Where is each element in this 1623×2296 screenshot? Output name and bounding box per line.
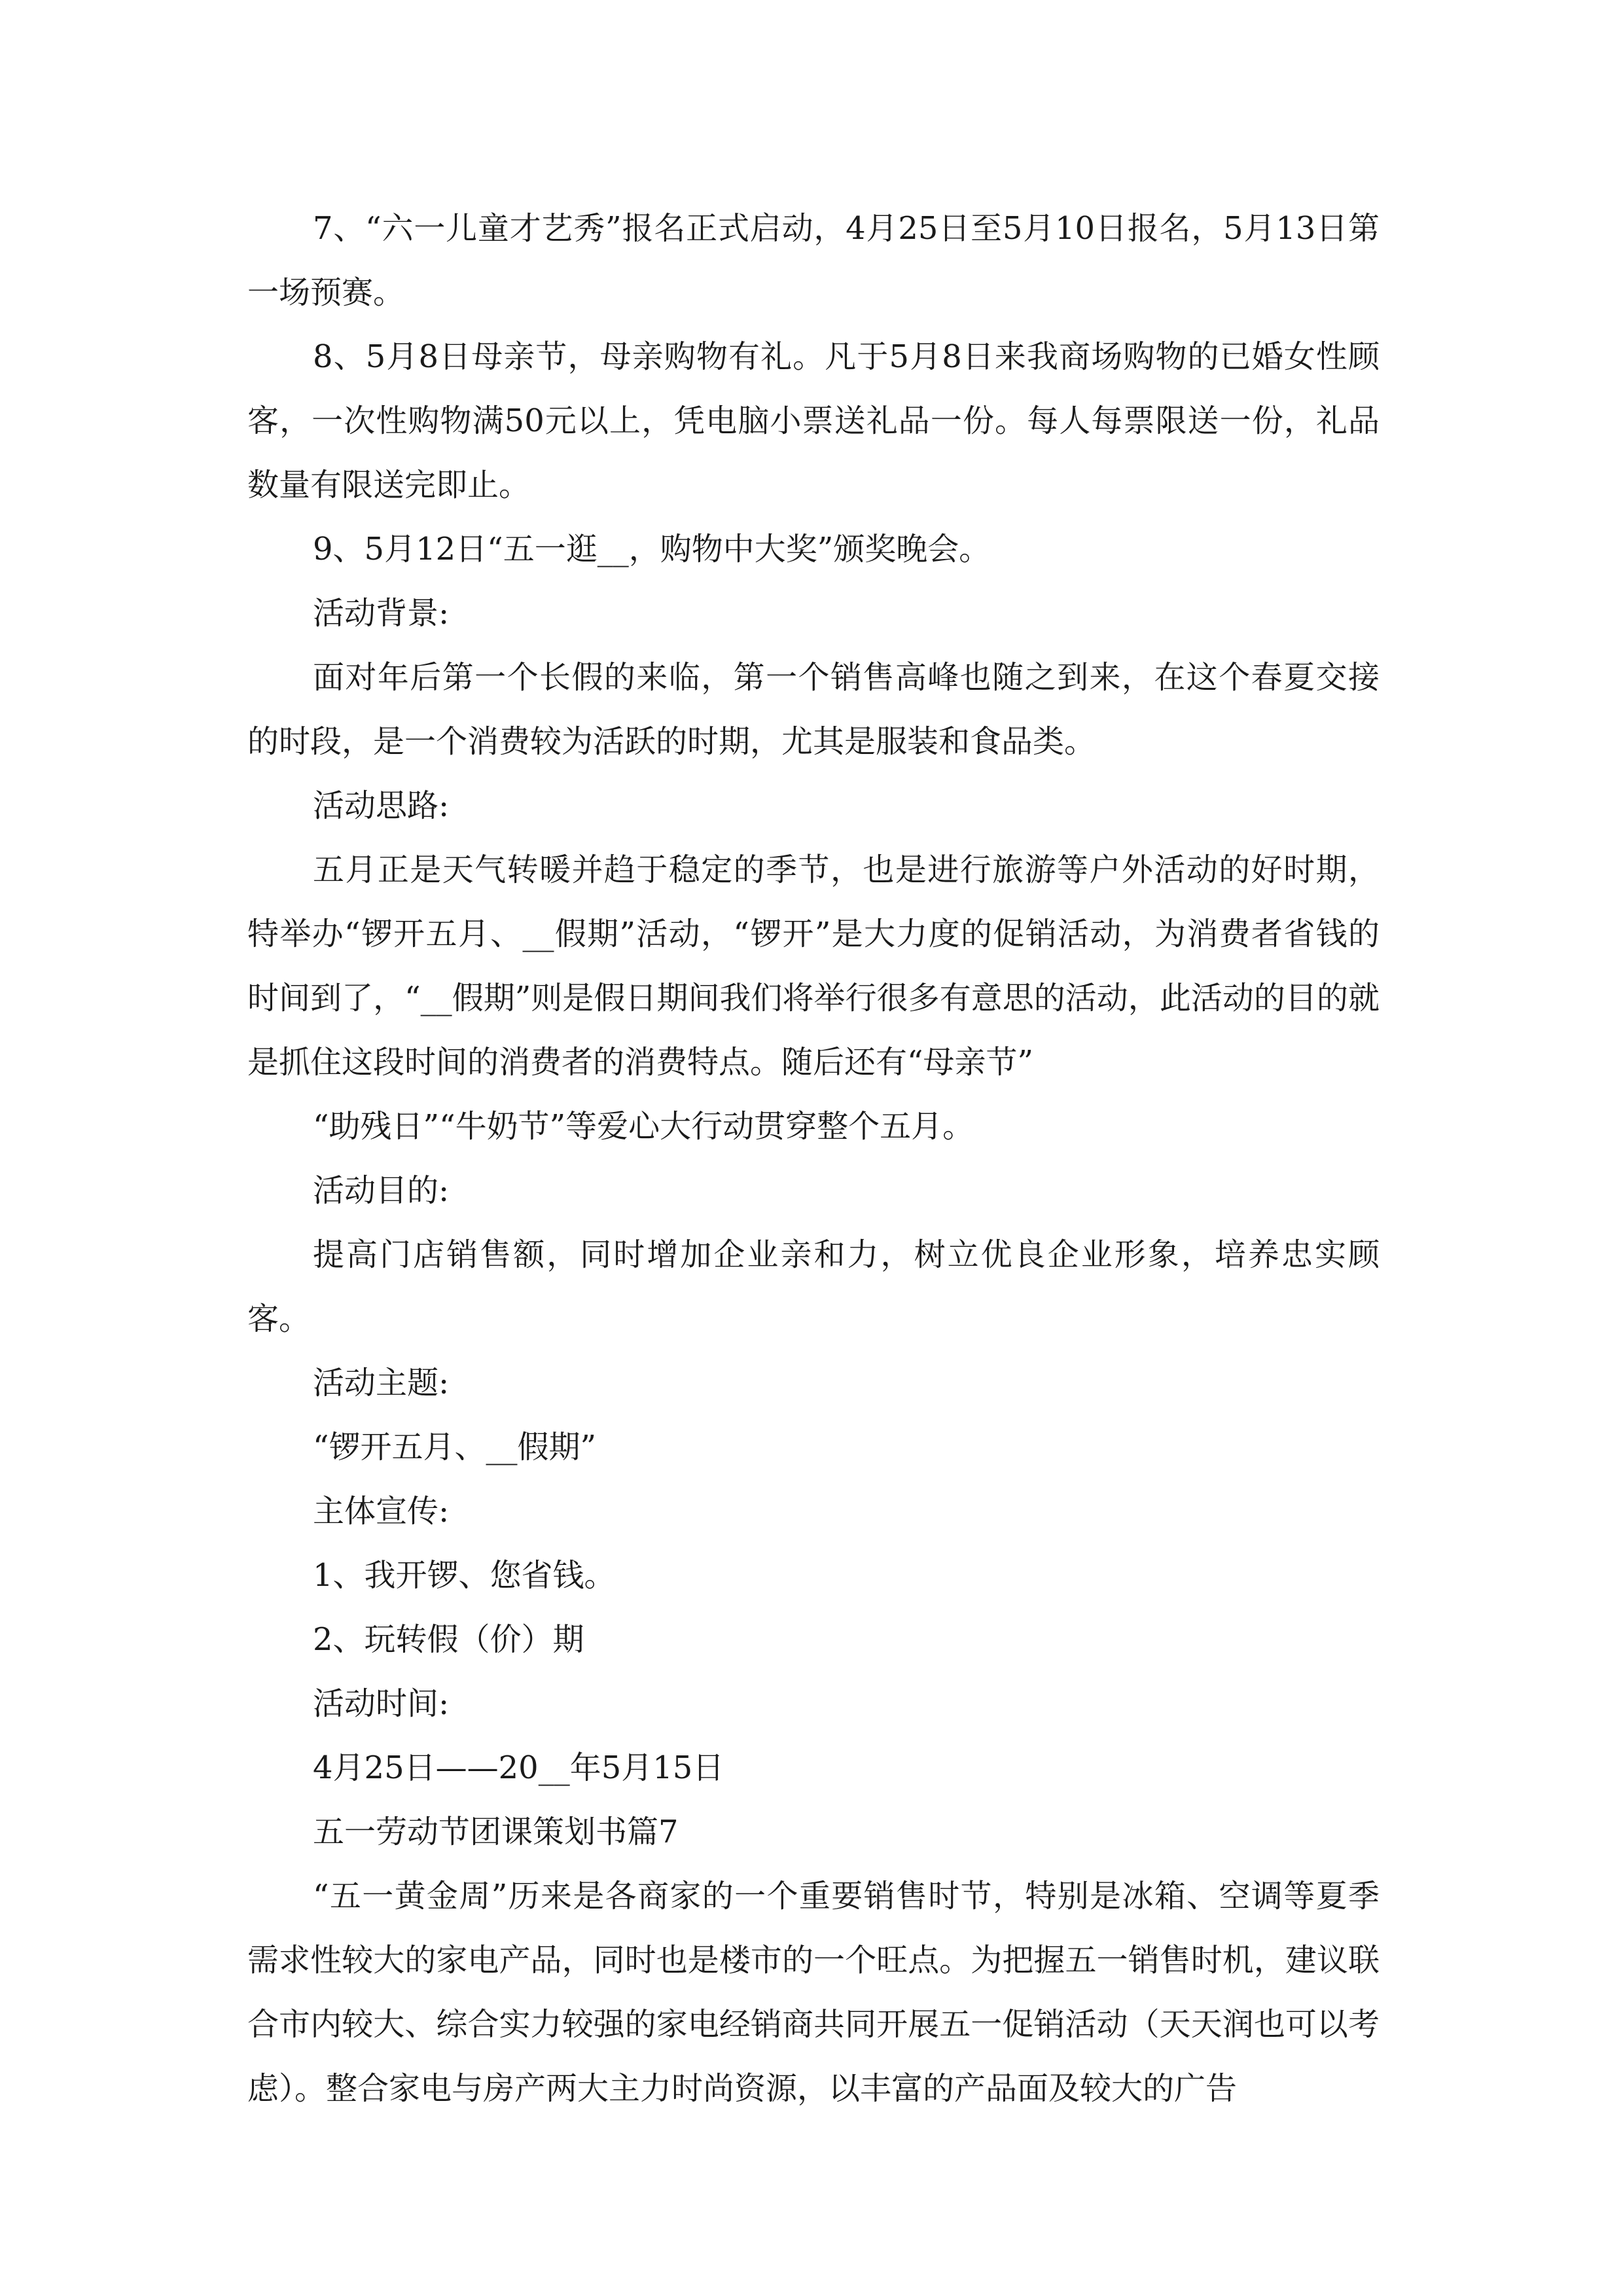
paragraph-time: 4月25日——20__年5月15日 — [313, 1749, 724, 1786]
paragraph-item-9: 9、5月12日“五一逛__，购物中大奖”颁奖晚会。 — [313, 531, 991, 567]
section-heading-background: 活动背景: — [313, 595, 450, 632]
section-heading-theme: 活动主题: — [313, 1365, 450, 1401]
promotion-item-2: 2、玩转假（价）期 — [313, 1621, 584, 1658]
paragraph-item-7: 7、“六一儿童才艺秀”报名正式启动，4月25日至5月10日报名，5月13日第一场预赛。 — [247, 210, 1380, 311]
paragraph-purpose: 提高门店销售额，同时增加企业亲和力，树立优良企业形象，培养忠实顾客。 — [247, 1236, 1380, 1337]
paragraph-approach-continued: “助残日”“牛奶节”等爱心大行动贯穿整个五月。 — [313, 1108, 974, 1145]
paragraph-item-8: 8、5月8日母亲节，母亲购物有礼。凡于5月8日来我商场购物的已婚女性顾客，一次性购物满50元以上，凭电脑小票送礼品一份。每人每票限送一份，礼品数量有限送完即止。 — [247, 338, 1380, 503]
paragraph-approach: 五月正是天气转暖并趋于稳定的季节，也是进行旅游等户外活动的好时期，特举办“锣开五月、__假期”活动，“锣开”是大力度的促销活动，为消费者省钱的时间到了，“__假期”则是假日期间我们将举行很多有意思的活动，此活动的目的就是抓住这段时间的消费者的消费特点。随后还有“母亲节” — [247, 852, 1380, 1081]
paragraph-background: 面对年后第一个长假的来临，第一个销售高峰也随之到来，在这个春夏交接的时段，是一个消费较为活跃的时期，尤其是服装和食品类。 — [247, 659, 1380, 760]
section-heading-approach: 活动思路: — [313, 787, 450, 824]
document-body — [247, 196, 1380, 2121]
paragraph-golden-week: “五一黄金周”历来是各商家的一个重要销售时节，特别是冰箱、空调等夏季需求性较大的家电产品，同时也是楼市的一个旺点。为把握五一销售时机，建议联合市内较大、综合实力较强的家电经销商共同开展五一促销活动（天天润也可以考虑）。整合家电与房产两大主力时尚资源，以丰富的产品面及较大的广告 — [247, 1878, 1380, 2107]
promotion-item-1: 1、我开锣、您省钱。 — [313, 1557, 616, 1594]
section-heading-purpose: 活动目的: — [313, 1172, 450, 1209]
chapter-title: 五一劳动节团课策划书篇7 — [313, 1814, 679, 1850]
paragraph-theme: “锣开五月、__假期” — [313, 1429, 597, 1465]
section-heading-promotion: 主体宣传: — [313, 1493, 450, 1530]
section-heading-time: 活动时间: — [313, 1685, 450, 1722]
